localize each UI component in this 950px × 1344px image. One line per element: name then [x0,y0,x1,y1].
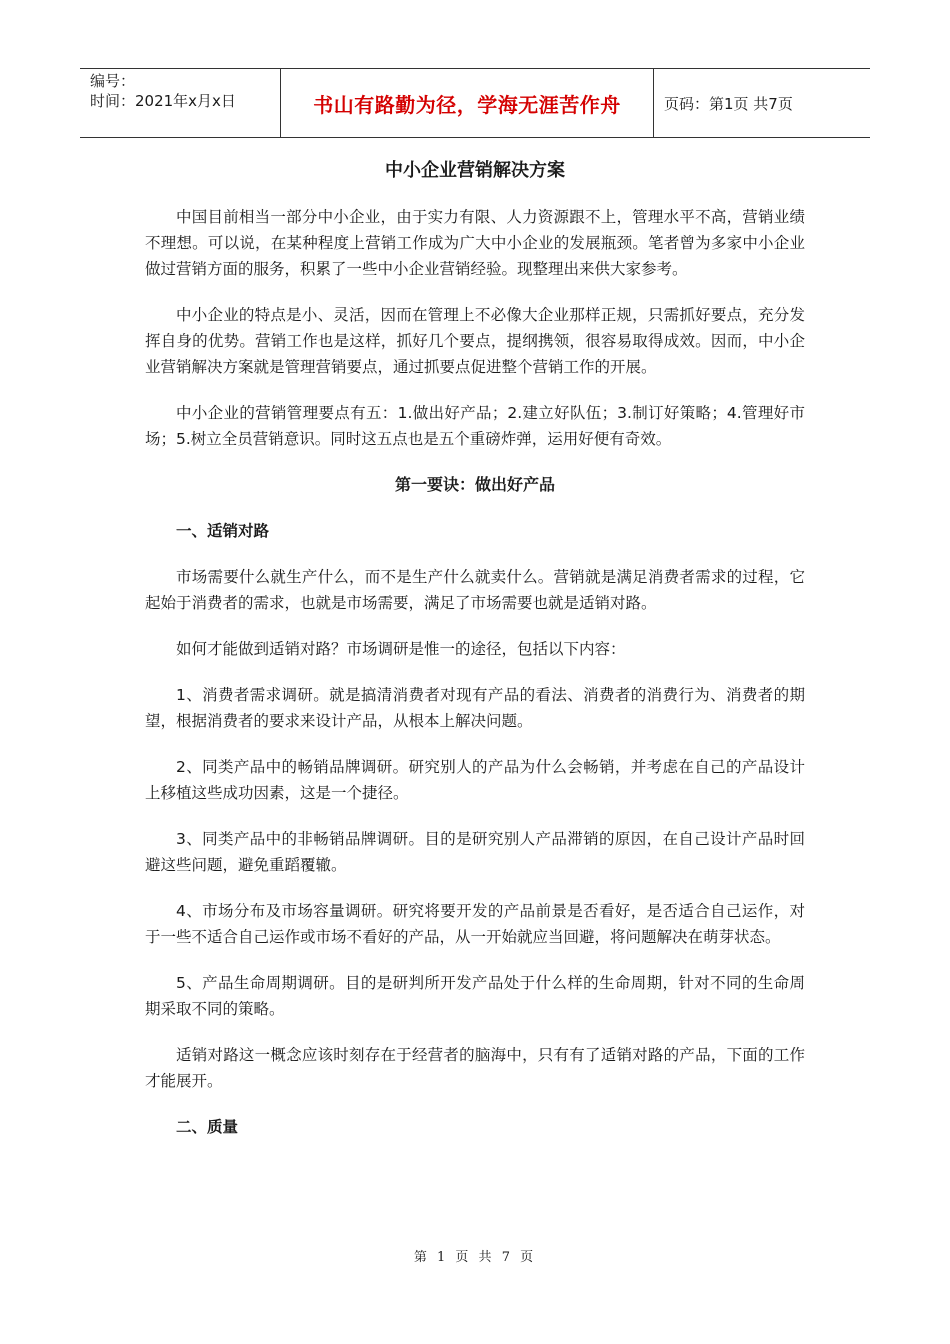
header-motto: 书山有路勤为径，学海无涯苦作舟 [281,69,654,137]
page-header [80,68,870,138]
body-paragraph: 市场需要什么就生产什么，而不是生产什么就卖什么。营销就是满足消费者需求的过程，它起始于消费者的需求，也就是市场需要，满足了市场需要也就是适销对路。 [145,568,805,612]
number-label: 编号： [90,72,136,90]
time-label: 时间：2021年x月x日 [90,92,236,110]
section-title-1: 第一要诀：做出好产品 [394,475,555,494]
intro-paragraph-2: 中小企业的特点是小、灵活，因而在管理上不必像大企业那样正规，只需抓好要点，充分发挥自身的优势。营销工作也是这样，抓好几个要点，提纲携领，很容易取得成效。因而，中小企业营销解决方案就是管理营销要点，通过抓要点促进整个营销工作的开展。 [145,306,805,376]
list-item-3: 3、同类产品中的非畅销品牌调研。目的是研究别人产品滞销的原因，在自己设计产品时回避这些问题，避免重蹈覆辙。 [145,830,805,874]
list-item-1: 1、消费者需求调研。就是搞清消费者对现有产品的看法、消费者的消费行为、消费者的期望，根据消费者的要求来设计产品，从根本上解决问题。 [145,686,805,730]
list-item-2: 2、同类产品中的畅销品牌调研。研究别人的产品为什么会畅销，并考虑在自己的产品设计上移植这些成功因素，这是一个捷径。 [145,758,805,802]
subsection-title-2: 二、质量 [176,1118,239,1136]
intro-paragraph-3: 中小企业的营销管理要点有五：1.做出好产品；2.建立好队伍；3.制订好策略；4.管理好市场；5.树立全员营销意识。同时这五点也是五个重磅炸弹，运用好便有奇效。 [145,404,805,448]
body-paragraph: 如何才能做到适销对路？市场调研是惟一的途径，包括以下内容： [176,640,626,658]
document-title: 中小企业营销解决方案 [385,160,565,181]
document-body [145,158,805,1160]
list-item-5: 5、产品生命周期调研。目的是研判所开发产品处于什么样的生命周期，针对不同的生命周期采取不同的策略。 [145,974,805,1018]
subsection-title-1: 一、适销对路 [176,522,270,540]
body-paragraph: 适销对路这一概念应该时刻存在于经营者的脑海中，只有有了适销对路的产品，下面的工作才能展开。 [145,1046,805,1090]
intro-paragraph-1: 中国目前相当一部分中小企业，由于实力有限、人力资源跟不上，管理水平不高，营销业绩不理想。可以说，在某种程度上营销工作成为广大中小企业的发展瓶颈。笔者曾为多家中小企业做过营销方面的服务，积累了一些中小企业营销经验。现整理出来供大家参考。 [145,208,805,278]
header-meta [80,69,281,137]
header-page-label: 页码：第1页 共7页 [664,94,793,113]
page-footer: 第 1 页 共 7 页 [413,1250,537,1265]
list-item-4: 4、市场分布及市场容量调研。研究将要开发的产品前景是否看好，是否适合自己运作，对于一些不适合自己运作或市场不看好的产品，从一开始就应当回避，将问题解决在萌芽状态。 [145,902,805,946]
